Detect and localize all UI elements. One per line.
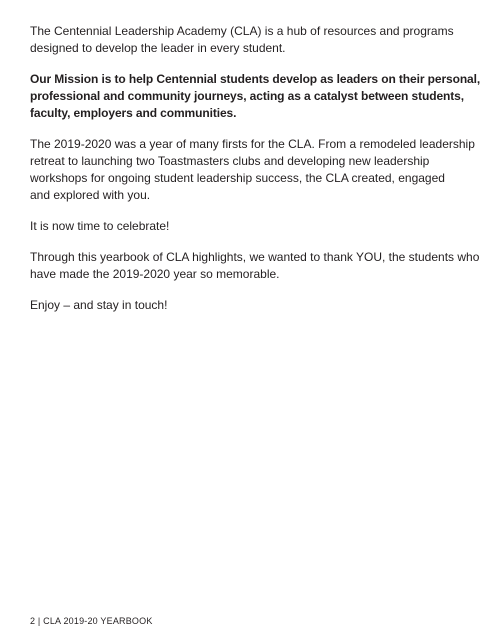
year-paragraph <box>30 136 475 204</box>
intro-paragraph <box>30 23 470 57</box>
mission-line: faculty, employers and communities. <box>30 106 237 120</box>
mission-line: Our Mission is to help Centennial students develop as leaders on their personal, <box>30 72 481 86</box>
closing-line: Enjoy – and stay in touch! <box>30 298 168 312</box>
celebrate-line: It is now time to celebrate! <box>30 219 170 233</box>
intro-line: The Centennial Leadership Academy (CLA) is a hub of resources and programs <box>30 24 454 38</box>
year-line: workshops for ongoing student leadership success, the CLA created, engaged <box>30 171 445 185</box>
celebrate-paragraph <box>30 218 470 235</box>
year-line: retreat to launching two Toastmasters clubs and developing new leadership <box>30 154 430 168</box>
mission-line: professional and community journeys, acting as a catalyst between students, <box>30 89 464 103</box>
thanks-line: Through this yearbook of CLA highlights, we wanted to thank YOU, the students who <box>30 250 480 264</box>
mission-statement <box>30 71 481 122</box>
thanks-line: have made the 2019-2020 year so memorable. <box>30 267 280 281</box>
intro-line: designed to develop the leader in every student. <box>30 41 286 55</box>
page-footer: 2 | CLA 2019-20 YEARBOOK <box>30 616 153 626</box>
body-text <box>30 23 481 328</box>
closing-paragraph <box>30 297 470 314</box>
year-line: The 2019-2020 was a year of many firsts for the CLA. From a remodeled leadership <box>30 137 475 151</box>
thanks-paragraph <box>30 249 480 283</box>
year-line: and explored with you. <box>30 188 151 202</box>
